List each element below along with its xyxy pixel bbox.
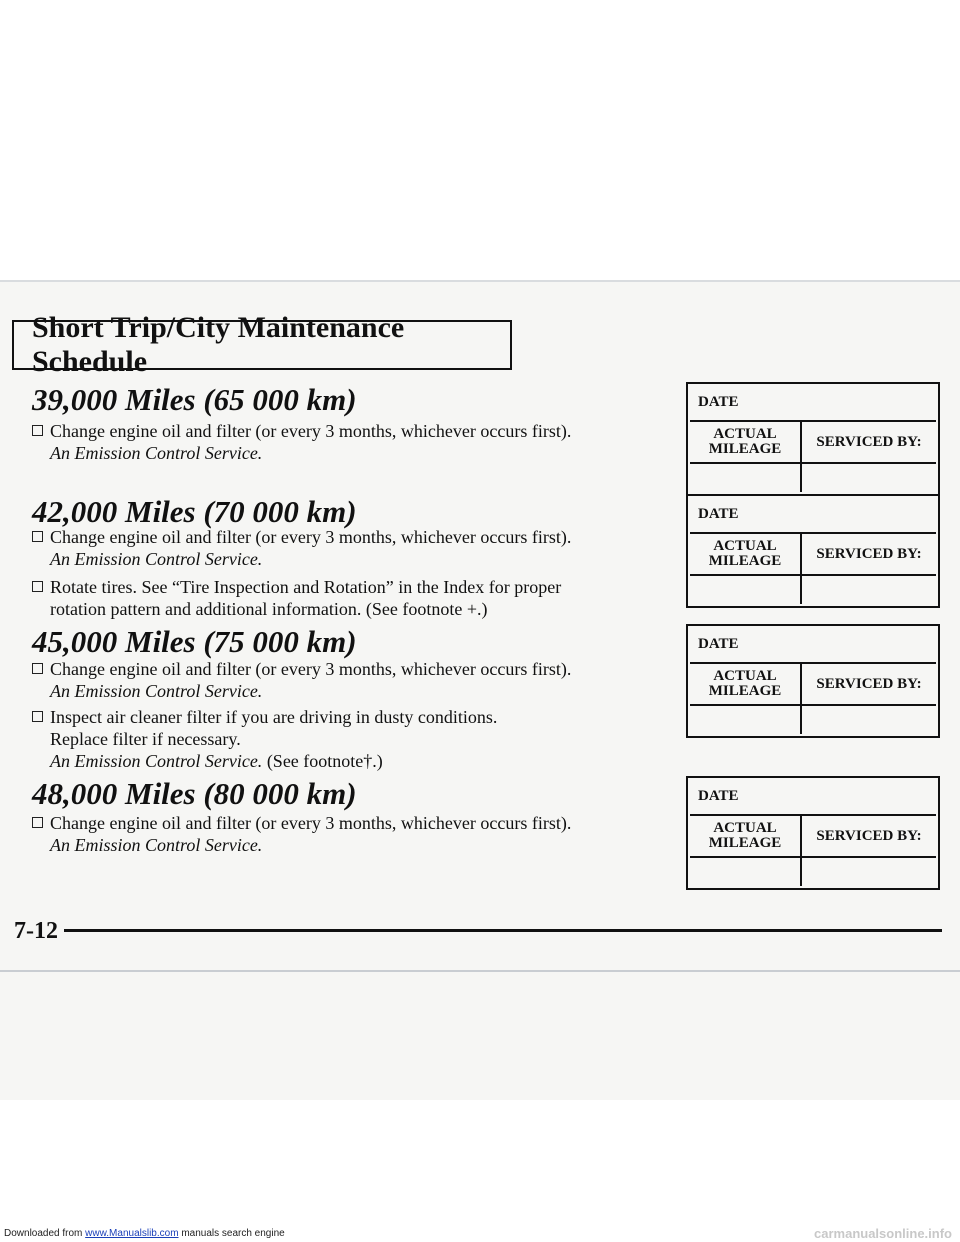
manualslib-link[interactable]: www.Manualslib.com: [85, 1228, 179, 1239]
checklist-item: Change engine oil and filter (or every 3 months, whichever occurs first). An Emission Control Service.: [32, 812, 632, 856]
serviced-by-field[interactable]: [802, 858, 936, 886]
service-record-box: [686, 776, 940, 890]
watermark: carmanualsonline.info: [814, 1226, 952, 1241]
mileage-label: ACTUAL MILEAGE: [690, 534, 802, 574]
date-field[interactable]: DATE: [698, 394, 739, 410]
service-record-box: [686, 494, 940, 608]
date-field[interactable]: DATE: [698, 788, 739, 804]
checkbox-icon[interactable]: [32, 425, 43, 436]
serviced-by-field[interactable]: [802, 464, 936, 492]
serviced-by-label: SERVICED BY:: [816, 827, 922, 844]
serviced-by-label: SERVICED BY:: [816, 433, 922, 450]
checkbox-icon[interactable]: [32, 663, 43, 674]
mileage-field[interactable]: [690, 858, 802, 886]
page-number: 7-12: [14, 918, 58, 944]
serviced-by-label: SERVICED BY:: [816, 545, 922, 562]
checklist-item: Change engine oil and filter (or every 3 months, whichever occurs first). An Emission Control Service.: [32, 526, 632, 570]
mileage-field[interactable]: [690, 706, 802, 734]
serviced-by-label: SERVICED BY:: [816, 675, 922, 692]
section-heading-42000: 42,000 Miles (70 000 km): [32, 494, 357, 529]
mileage-label: ACTUAL MILEAGE: [690, 664, 802, 704]
checklist-item: Change engine oil and filter (or every 3 months, whichever occurs first). An Emission Control Service.: [32, 658, 632, 702]
checkbox-icon[interactable]: [32, 817, 43, 828]
bottom-divider: [0, 970, 960, 972]
section-heading-48000: 48,000 Miles (80 000 km): [32, 776, 357, 811]
mileage-label: ACTUAL MILEAGE: [690, 816, 802, 856]
section-heading-39000: 39,000 Miles (65 000 km): [32, 382, 357, 417]
page-title: Short Trip/City Maintenance Schedule: [12, 320, 512, 370]
checkbox-icon[interactable]: [32, 581, 43, 592]
serviced-by-field[interactable]: [802, 576, 936, 604]
checkbox-icon[interactable]: [32, 711, 43, 722]
download-footer: Downloaded from www.Manualslib.com manuals search engine: [4, 1228, 285, 1239]
page-number-rule: [64, 929, 942, 932]
top-divider: [0, 280, 960, 282]
section-heading-45000: 45,000 Miles (75 000 km): [32, 624, 357, 659]
mileage-field[interactable]: [690, 576, 802, 604]
service-record-box: [686, 624, 940, 738]
serviced-by-field[interactable]: [802, 706, 936, 734]
checklist-item: Inspect air cleaner filter if you are driving in dusty conditions. Replace filter if necessary. An Emission Control Service. (See footnote†.): [32, 706, 632, 772]
checklist-item: Change engine oil and filter (or every 3 months, whichever occurs first). An Emission Control Service.: [32, 420, 632, 464]
mileage-label: ACTUAL MILEAGE: [690, 422, 802, 462]
date-field[interactable]: DATE: [698, 636, 739, 652]
service-record-box: [686, 382, 940, 496]
date-field[interactable]: DATE: [698, 506, 739, 522]
checkbox-icon[interactable]: [32, 531, 43, 542]
checklist-item: Rotate tires. See “Tire Inspection and Rotation” in the Index for proper rotation pattern and additional information. (See footnote +.): [32, 576, 632, 620]
mileage-field[interactable]: [690, 464, 802, 492]
